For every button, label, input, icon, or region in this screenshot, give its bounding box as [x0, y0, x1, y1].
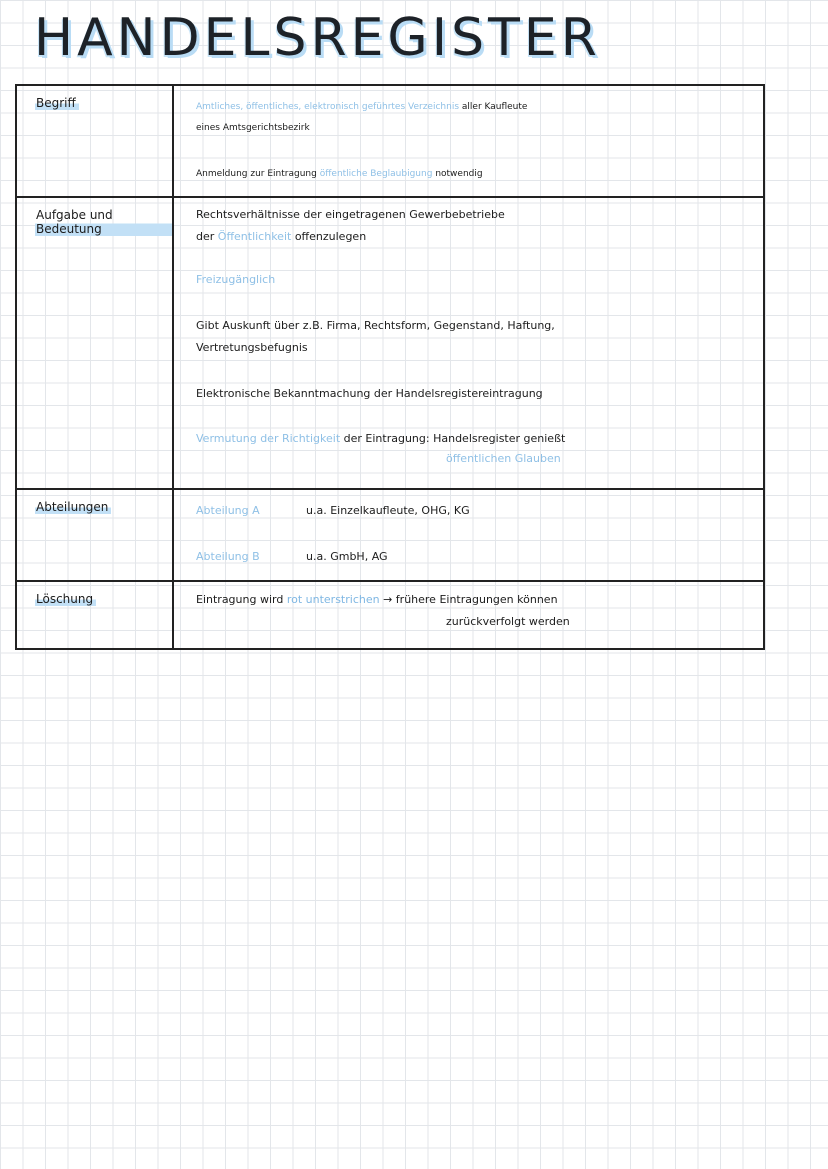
aufgabe-line-7: Vermutung der Richtigkeit der Eintragung: Handelsregister genießt [196, 432, 566, 445]
label-abteilungen: Abteilungen [35, 500, 111, 514]
loeschung-line-1: Eintragung wird rot unterstrichen → frühere Eintragungen können [196, 593, 558, 606]
label-loeschung: Löschung [35, 592, 96, 606]
row-abteilungen [16, 489, 764, 581]
begriff-line-1: Amtliches, öffentliches, elektronisch geführtes Verzeichnis aller Kaufleute [196, 102, 528, 112]
loeschung-line-2: zurückverfolgt werden [446, 615, 570, 628]
row-begriff [16, 85, 764, 197]
page-title: HANDELSREGISTER [34, 8, 601, 68]
label-aufgabe: Aufgabe und Bedeutung [35, 208, 172, 236]
abteilung-a: Abteilung A [196, 504, 260, 517]
abteilung-b: Abteilung B [196, 550, 260, 563]
row-loeschung [16, 581, 764, 649]
begriff-line-3: Anmeldung zur Eintragung öffentliche Beglaubigung notwendig [196, 169, 483, 179]
label-begriff: Begriff [35, 96, 79, 110]
aufgabe-line-6: Elektronische Bekanntmachung der Handelsregistereintragung [196, 387, 543, 400]
aufgabe-line-2: der Öffentlichkeit offenzulegen [196, 230, 367, 243]
aufgabe-line-4: Gibt Auskunft über z.B. Firma, Rechtsform, Gegenstand, Haftung, [196, 319, 555, 332]
notes-table [15, 84, 765, 650]
abteilung-b-text: u.a. GmbH, AG [306, 550, 388, 563]
aufgabe-line-5: Vertretungsbefugnis [196, 341, 308, 354]
arrow-right-icon: → [383, 593, 393, 606]
aufgabe-line-1: Rechtsverhältnisse der eingetragenen Gewerbebetriebe [196, 208, 505, 221]
abteilung-a-text: u.a. Einzelkaufleute, OHG, KG [306, 504, 470, 517]
aufgabe-line-8: öffentlichen Glauben [446, 452, 561, 465]
aufgabe-line-3: Freizugänglich [196, 273, 276, 286]
row-aufgabe [16, 197, 764, 489]
begriff-line-2: eines Amtsgerichtsbezirk [196, 123, 310, 133]
